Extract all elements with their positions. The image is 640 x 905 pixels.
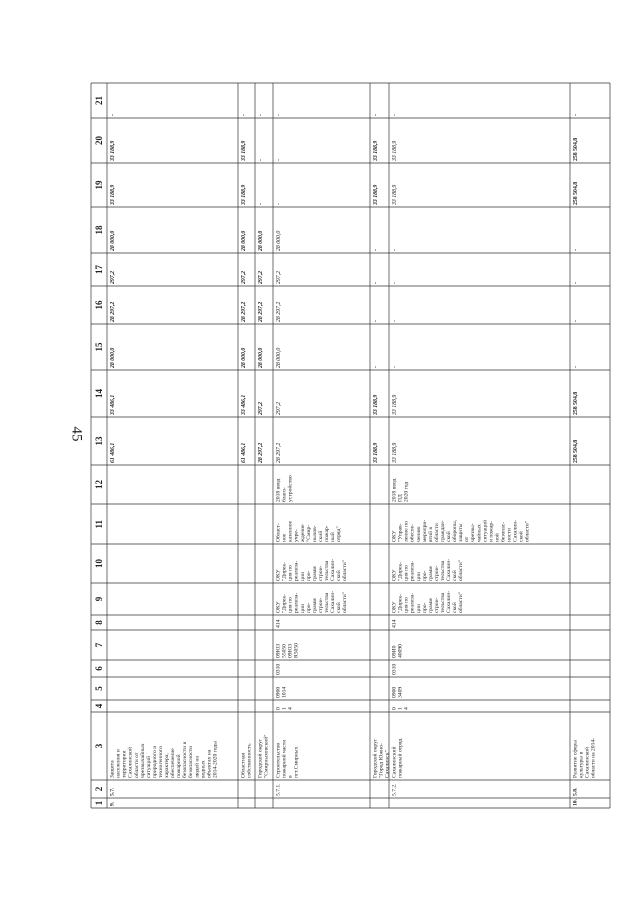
cell-r571-c5: 09001014 <box>275 686 288 698</box>
cell-r_obl-c21: - <box>240 114 247 116</box>
cell-r_go-c17: 297,2 <box>257 270 264 284</box>
column-number: 14 <box>94 389 104 398</box>
cell-r_obl-c20: 33 188,9 <box>240 140 247 161</box>
cell-r572-c7: 09И040090 <box>391 644 404 658</box>
cell-r571-c7: 09Ю35505009Ю3R5050 <box>275 643 300 658</box>
cell-r571-c20: - <box>275 159 282 161</box>
cell-r9-c18: 28 000,0 <box>109 230 116 251</box>
cell-r_ys-c13: 33 188,9 <box>372 442 379 463</box>
cell-r572-c20: 33 188,9 <box>391 140 398 161</box>
column-number: 2 <box>94 786 104 792</box>
cell-r571-c10: ОКУ"Дирек-ция пореализа-циипро-граммстрои-тельстваСахалин-скойобласти" <box>275 558 349 581</box>
cell-r_ys-c21: - <box>372 114 379 116</box>
cell-r572-c16: - <box>391 320 398 322</box>
cell-r571-c13: 28 297,2 <box>275 442 282 463</box>
cell-r9-c13: 61 486,1 <box>109 442 116 463</box>
cell-r571-c8: 414 <box>275 619 282 628</box>
cell-r_obl-c3: Областнаясобственность <box>240 743 253 778</box>
cell-r572-c2: 5.7.2. <box>391 783 398 796</box>
cell-r_obl-c15: 28 000,0 <box>240 347 247 368</box>
cell-r_go-c3: Городской округ"Смирныховский" <box>257 734 270 778</box>
cell-r571-c9: ОКУ"Дирек-ция пореализа-циипро-граммстрои-тельстваСахалин-скойобласти" <box>275 590 349 613</box>
cell-r9-c19: 33 188,9 <box>109 184 116 205</box>
column-number: 10 <box>94 559 104 568</box>
column-number: 1 <box>94 800 104 806</box>
cell-r9-c20: 33 188,9 <box>109 140 116 161</box>
cell-r572-c21: - <box>391 114 398 116</box>
column-number: 19 <box>94 180 104 190</box>
cell-r_ys-c19: 33 188,9 <box>372 184 379 205</box>
cell-r572-c15: - <box>391 366 398 368</box>
cell-r10-c2: 5.8. <box>572 787 579 796</box>
cell-r10-c14: 258 504,8 <box>572 391 579 415</box>
cell-r572-c6: 0310 <box>391 663 398 675</box>
cell-r10-c3: Развитие сферыкультуры вСахалинскойобласти на 2014- <box>572 737 597 778</box>
table <box>91 83 610 808</box>
cell-r_go-c13: 28 297,2 <box>257 442 264 463</box>
cell-r571-c4: 014 <box>275 707 294 710</box>
column-number: 6 <box>94 666 104 671</box>
cell-r_ys-c3: Городской округ"Город Южно-Сахалинск" <box>372 738 391 778</box>
cell-r572-c8: 414 <box>391 619 398 628</box>
cell-r571-c14: 297,2 <box>275 401 282 415</box>
cell-r572-c14: 33 188,9 <box>391 394 398 415</box>
cell-r10-c18: - <box>572 249 579 251</box>
cell-r9-c2: 5.7. <box>109 787 116 796</box>
cell-r10-c21: - <box>572 114 579 116</box>
cell-r_obl-c19: 33 188,9 <box>240 184 247 205</box>
cell-r571-c21: - <box>275 114 282 116</box>
column-number: 4 <box>94 703 104 709</box>
cell-r_go-c16: 28 297,2 <box>257 301 264 322</box>
cell-r9-c3: Защитанаселения итерриторииСахалинскойобласти отчрезвычайныхситуацийприродного итехногенногохарактера,обеспечениепожарнойбезопасности ибезопасностилюдей наводныхобъектах на2014-2020 годы <box>109 740 219 778</box>
cell-r571-c16: 28 297,2 <box>275 301 282 322</box>
column-number: 12 <box>94 480 104 489</box>
cell-r9-c15: 28 000,0 <box>109 347 116 368</box>
column-number: 16 <box>94 300 104 310</box>
cell-r571-c6: 0310 <box>275 663 282 675</box>
cell-r572-c4: 014 <box>391 707 410 710</box>
cell-r10-c15: - <box>572 366 579 368</box>
cell-r10-c16: - <box>572 320 579 322</box>
cell-r_ys-c14: 33 188,9 <box>372 394 379 415</box>
column-number: 18 <box>94 225 104 235</box>
cell-r572-c18: - <box>391 249 398 251</box>
cell-r572-c13: 33 188,9 <box>391 442 398 463</box>
cell-r571-c18: 28 000,0 <box>275 230 282 251</box>
cell-r9-c21: - <box>109 114 116 116</box>
cell-r571-c17: 297,2 <box>275 270 282 284</box>
column-number: 13 <box>94 436 104 446</box>
cell-r_go-c15: 28 000,0 <box>257 347 264 368</box>
cell-r571-c12: 2018 вводблаго-устройство <box>275 475 294 502</box>
cell-r571-c2: 5.7.1. <box>275 783 282 796</box>
column-number: 9 <box>94 596 104 602</box>
cell-r_go-c21: - <box>257 114 264 116</box>
cell-r572-c17: - <box>391 282 398 284</box>
cell-r_obl-c14: 33 486,1 <box>240 394 247 415</box>
column-number: 3 <box>94 743 104 749</box>
cell-r_ys-c16: - <box>372 320 379 322</box>
cell-r9-c1: 9. <box>109 801 116 806</box>
cell-r_go-c19: - <box>257 203 264 205</box>
cell-r_ys-c20: 33 188,9 <box>372 140 379 161</box>
column-number: 11 <box>94 519 104 529</box>
cell-r_go-c18: 28 000,0 <box>257 230 264 251</box>
cell-r571-c15: 28 000,0 <box>275 347 282 368</box>
cell-r572-c10: ОКУ"Дирек-ция пореализа-циипро-граммстрои-тельстваСахалин-скойобласти" <box>391 558 465 581</box>
cell-r_ys-c18: - <box>372 249 379 251</box>
cell-r9-c17: 297,2 <box>109 270 116 284</box>
cell-r_go-c14: 297,2 <box>257 401 264 415</box>
column-number: 15 <box>94 342 104 352</box>
column-number: 21 <box>94 96 104 105</box>
cell-r_obl-c17: 297,2 <box>240 270 247 284</box>
cell-r_obl-c18: 28 000,0 <box>240 230 247 251</box>
cell-r10-c1: 10. <box>572 799 579 806</box>
column-number: 8 <box>94 620 104 625</box>
page-number: 45 <box>68 426 85 442</box>
cell-r_obl-c13: 61 486,1 <box>240 442 247 463</box>
cell-r572-c19: 33 188,9 <box>391 184 398 205</box>
cell-r9-c14: 33 486,1 <box>109 394 116 415</box>
cell-r571-c11: Област-ноеказенноеучре-ждение"Смир-ныхов-скийпожар-ныйотряд" <box>275 520 343 542</box>
column-number: 17 <box>94 265 104 274</box>
cell-r572-c3: Сахалинскийпожарный отряд <box>391 738 404 778</box>
cell-r572-c9: ОКУ"Дирек-ция пореализа-циипро-граммстрои-тельстваСахалин-скойобласти" <box>391 590 465 613</box>
cell-r572-c5: 09003409 <box>391 686 404 698</box>
cell-r9-c16: 28 297,2 <box>109 301 116 322</box>
column-number: 5 <box>94 686 104 691</box>
column-number: 20 <box>94 136 104 145</box>
cell-r_obl-c16: 28 297,2 <box>240 301 247 322</box>
cell-r_ys-c15: - <box>372 366 379 368</box>
cell-r571-c19: - <box>275 203 282 205</box>
cell-r571-c3: Строительствопожарной частивпгт.Смирных <box>275 739 300 778</box>
cell-r_ys-c17: - <box>372 282 379 284</box>
cell-r_go-c20: - <box>257 159 264 161</box>
cell-r572-c12: 2018 вводПД2020 год <box>391 478 410 502</box>
cell-r10-c19: 258 504,8 <box>572 181 579 205</box>
cell-r572-c11: ОКУ"Управ-ление пообеспе-чениюмеропри-ятий вобластиграждан-скойобороны,защитыотчрезвы-чайныхситуацийи пожар-нойбезопас-ностиСахалин-скойобласти" <box>391 519 531 542</box>
column-number: 7 <box>94 642 104 648</box>
cell-r10-c13: 258 504,8 <box>572 439 579 463</box>
cell-r10-c17: - <box>572 282 579 284</box>
cell-r10-c20: 258 504,8 <box>572 137 579 161</box>
